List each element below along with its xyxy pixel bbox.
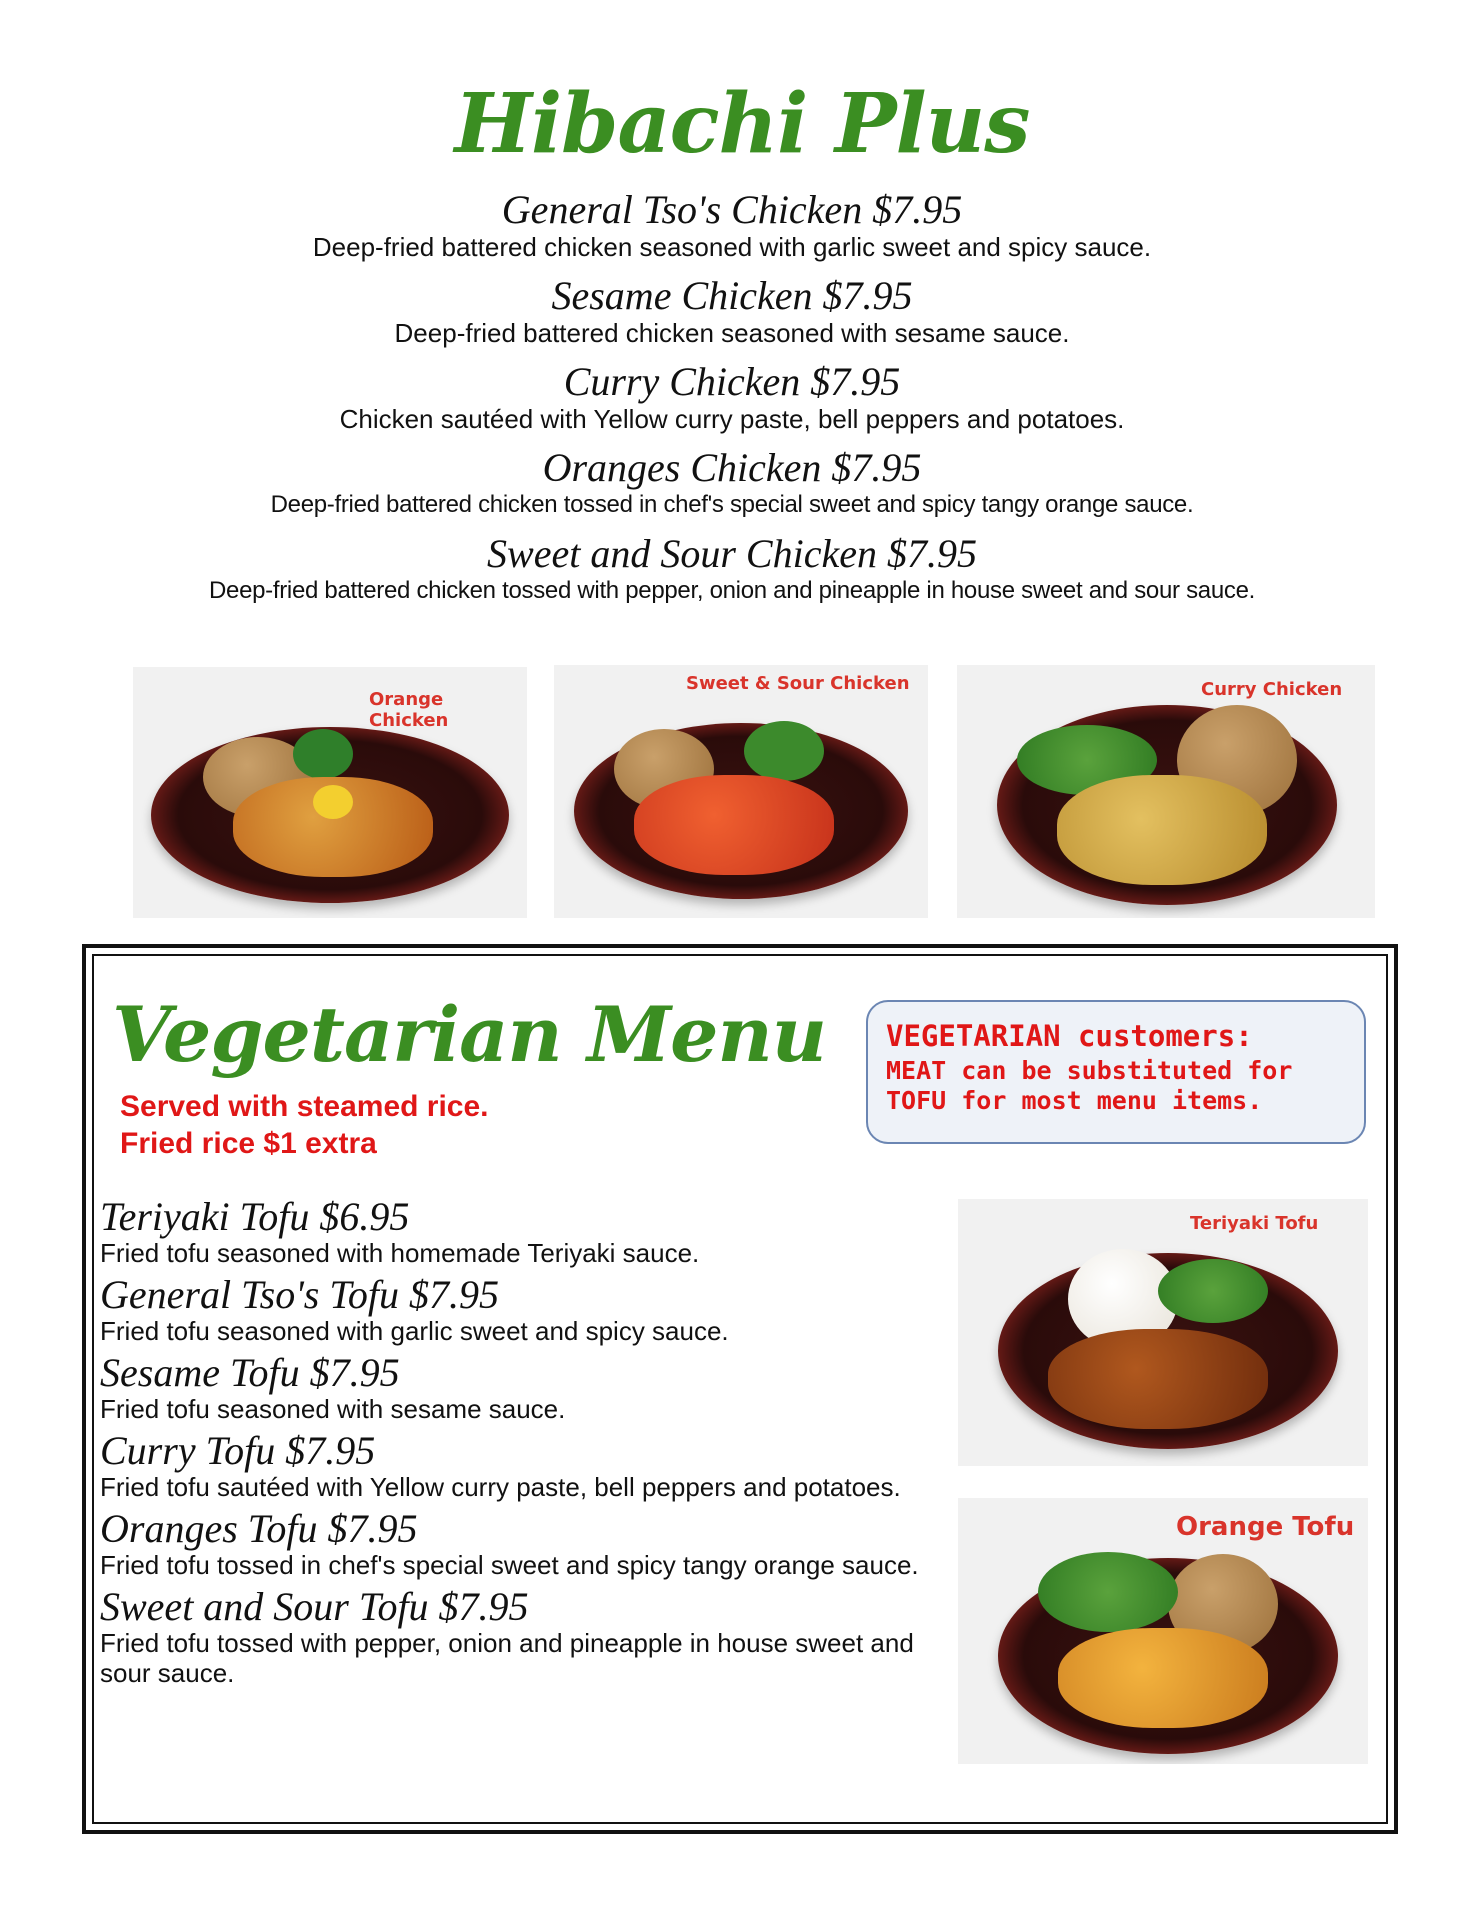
dish-name: Oranges Chicken $7.95 [542, 445, 922, 490]
menu-item [100, 1586, 920, 1688]
broccoli [744, 721, 824, 781]
dish-name: General Tso's Chicken $7.95 [501, 187, 963, 232]
teriyaki-tofu [1048, 1329, 1268, 1429]
dish-description: Fried tofu seasoned with homemade Teriyaki sauce. [100, 1238, 700, 1268]
chicken-menu-list [140, 188, 1324, 618]
vegetarian-notice [866, 1000, 1366, 1144]
menu-item [100, 1430, 920, 1502]
broccoli [293, 729, 353, 779]
served-with-note [120, 1088, 489, 1162]
photo-label: Orange Tofu [1176, 1512, 1355, 1542]
orange-tofu-photo [958, 1498, 1368, 1764]
menu-item [140, 446, 1324, 520]
menu-item [140, 360, 1324, 434]
menu-item [100, 1196, 920, 1268]
teriyaki-tofu-photo [958, 1199, 1368, 1466]
notice-line-1: VEGETARIAN customers: [886, 1019, 1253, 1053]
dish-name: Teriyaki Tofu $6.95 [100, 1194, 410, 1239]
dish-description: Deep-fried battered chicken tossed with pepper, onion and pineapple in house sweet and sour sauce. [209, 577, 1255, 604]
pineapple [313, 785, 353, 819]
dish-name: General Tso's Tofu $7.95 [100, 1272, 500, 1317]
page-title: Hibachi Plus [454, 76, 1030, 172]
menu-item [100, 1352, 920, 1424]
dish-description: Fried tofu seasoned with sesame sauce. [100, 1394, 566, 1424]
orange-tofu [1058, 1628, 1268, 1728]
served-line-2: Fried rice $1 extra [120, 1127, 377, 1160]
dish-description: Chicken sautéed with Yellow curry paste, bell peppers and potatoes. [339, 404, 1125, 434]
notice-line-3: TOFU for most menu items. [886, 1086, 1263, 1115]
photo-label: Teriyaki Tofu [1190, 1213, 1319, 1234]
dish-description: Fried tofu tossed with pepper, onion and pineapple in house sweet and sour sauce. [100, 1628, 914, 1688]
dish-name: Oranges Tofu $7.95 [100, 1506, 418, 1551]
curry-chicken [1057, 775, 1267, 885]
dish-description: Deep-fried battered chicken seasoned with sesame sauce. [394, 318, 1070, 348]
dish-description: Fried tofu sautéed with Yellow curry paste, bell peppers and potatoes. [100, 1472, 901, 1502]
dish-name: Curry Chicken $7.95 [563, 359, 901, 404]
notice-line-2: MEAT can be substituted for [886, 1056, 1293, 1085]
tofu-menu-list [100, 1196, 920, 1694]
photo-label: Curry Chicken [1201, 679, 1343, 700]
dish-name: Sesame Chicken $7.95 [551, 273, 913, 318]
dish-name: Sweet and Sour Tofu $7.95 [100, 1584, 529, 1629]
sweet-sour-chicken-photo [554, 665, 928, 918]
vegetarian-title: Vegetarian Menu [112, 990, 827, 1079]
dish-name: Sesame Tofu $7.95 [100, 1350, 400, 1395]
curry-chicken-photo [957, 665, 1375, 918]
broccoli [1038, 1552, 1178, 1632]
served-line-1: Served with steamed rice. [120, 1090, 489, 1123]
orange-chicken-photo [133, 667, 527, 918]
photo-label: Sweet & Sour Chicken [686, 673, 910, 694]
menu-item [100, 1508, 920, 1580]
dish-description: Fried tofu tossed in chef's special sweet and spicy tangy orange sauce. [100, 1550, 919, 1580]
dish-description: Fried tofu seasoned with garlic sweet and spicy sauce. [100, 1316, 729, 1346]
broccoli [1158, 1259, 1268, 1323]
menu-item [140, 188, 1324, 262]
menu-item [140, 532, 1324, 606]
menu-item [100, 1274, 920, 1346]
dish-description: Deep-fried battered chicken seasoned with garlic sweet and spicy sauce. [312, 232, 1152, 262]
dish-name: Sweet and Sour Chicken $7.95 [487, 531, 977, 576]
photo-label: Orange Chicken [369, 689, 449, 731]
dish-description: Deep-fried battered chicken tossed in chef's special sweet and spicy tangy orange sauce. [270, 491, 1194, 518]
sweet-sour-chicken [634, 775, 834, 875]
menu-item [140, 274, 1324, 348]
dish-name: Curry Tofu $7.95 [100, 1428, 376, 1473]
